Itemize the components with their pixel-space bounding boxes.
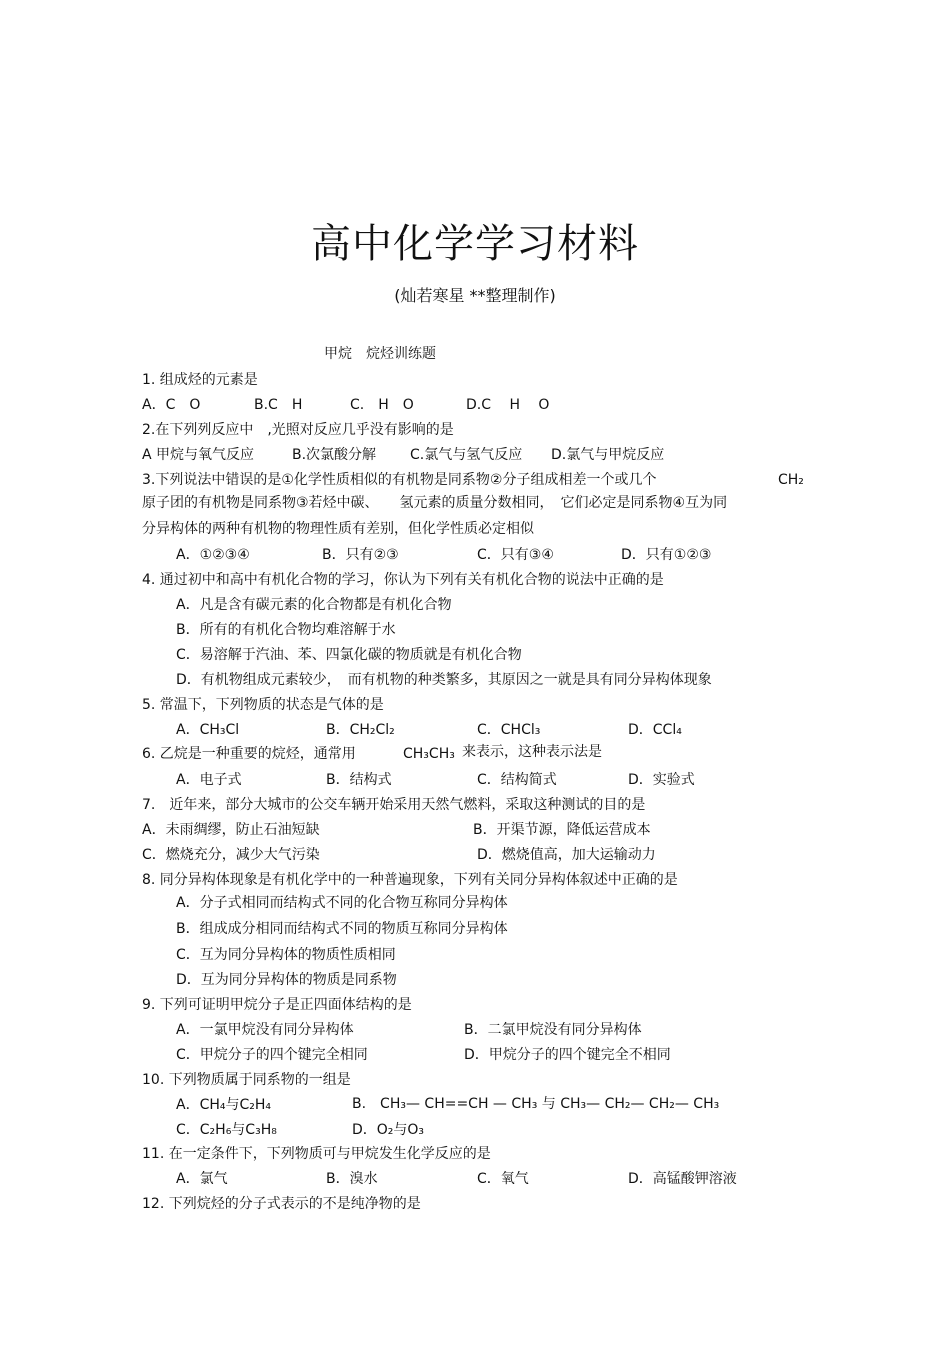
q3-line2: 原子团的有机物是同系物③若烃中碳、 氢元素的质量分数相同， 它们必定是同系物④互为同 <box>142 495 728 511</box>
section-title: 甲烷 烷烃训练题 <box>324 346 436 362</box>
q4-option-b: B．所有的有机化合物均难溶解于水 <box>176 622 396 638</box>
page-subtitle: (灿若寒星 **整理制作) <box>394 286 556 305</box>
q1-option-c: C. H O <box>350 397 414 413</box>
q4-option-c: C．易溶解于汽油、苯、四氯化碳的物质就是有机化合物 <box>176 647 522 663</box>
q4-stem: 4. 通过初中和高中有机化合物的学习，你认为下列有关有机化合物的说法中正确的是 <box>142 572 664 588</box>
q7-option-d: D．燃烧值高，加大运输动力 <box>477 847 656 863</box>
q6-option-b: B．结构式 <box>326 772 392 788</box>
q8-stem: 8. 同分异构体现象是有机化学中的一种普遍现象，下列有关同分异构体叙述中正确的是 <box>142 872 678 888</box>
q2-option-d: D.氯气与甲烷反应 <box>551 447 665 463</box>
q9-option-d: D．甲烷分子的四个键完全不相同 <box>464 1047 671 1063</box>
q10-option-d: D．O₂与O₃ <box>352 1122 425 1138</box>
q11-option-b: B．溴水 <box>326 1171 378 1187</box>
q7-stem: 7. 近年来，部分大城市的公交车辆开始采用天然气燃料，采取这种测试的目的是 <box>142 797 646 813</box>
q7-option-b: B．开渠节源，降低运营成本 <box>473 822 651 838</box>
q8-option-a: A．分子式相同而结构式不同的化合物互称同分异构体 <box>176 895 508 911</box>
q9-option-b: B．二氯甲烷没有同分异构体 <box>464 1022 642 1038</box>
q8-option-c: C．互为同分异构体的物质性质相同 <box>176 947 396 963</box>
q3-line1: 3.下列说法中错误的是①化学性质相似的有机物是同系物②分子组成相差一个或几个 <box>142 472 657 488</box>
q9-option-a: A．一氯甲烷没有同分异构体 <box>176 1022 354 1038</box>
q6-stem-a: 6. 乙烷是一种重要的烷烃，通常用 <box>142 746 356 762</box>
q11-option-a: A．氯气 <box>176 1171 228 1187</box>
q12-stem: 12. 下列烷烃的分子式表示的不是纯净物的是 <box>142 1196 421 1212</box>
q3-line3: 分异构体的两种有机物的物理性质有差别，但化学性质必定相似 <box>142 521 534 537</box>
q10-stem: 10. 下列物质属于同系物的一组是 <box>142 1072 351 1088</box>
q9-stem: 9. 下列可证明甲烷分子是正四面体结构的是 <box>142 997 412 1013</box>
q5-option-b: B．CH₂Cl₂ <box>326 722 395 738</box>
q8-option-b: B．组成成分相同而结构式不同的物质互称同分异构体 <box>176 921 508 937</box>
q4-option-a: A．凡是含有碳元素的化合物都是有机化合物 <box>176 597 452 613</box>
q2-option-a: A 甲烷与氧气反应 <box>142 447 255 463</box>
q5-option-a: A．CH₃Cl <box>176 722 240 738</box>
q2-option-b: B.次氯酸分解 <box>292 447 377 463</box>
q4-option-d: D．有机物组成元素较少， 而有机物的种类繁多，其原因之一就是具有同分异构体现象 <box>176 672 712 688</box>
q7-option-a: A．未雨绸缪，防止石油短缺 <box>142 822 320 838</box>
q8-option-d: D．互为同分异构体的物质是同系物 <box>176 972 397 988</box>
q10-option-b: B. CH₃— CH==CH — CH₃ 与 CH₃— CH₂— CH₂— CH₃ <box>352 1096 720 1112</box>
q6-option-c: C．结构简式 <box>477 772 557 788</box>
q10-option-a: A．CH₄与C₂H₄ <box>176 1097 272 1113</box>
q10-option-c: C．C₂H₆与C₃H₈ <box>176 1122 277 1138</box>
q6-formula: CH₃CH₃ <box>403 746 455 762</box>
q7-option-c: C．燃烧充分，减少大气污染 <box>142 847 320 863</box>
q3-option-d: D．只有①②③ <box>621 547 712 563</box>
q1-option-b: B.C H <box>254 397 303 413</box>
q5-stem: 5. 常温下，下列物质的状态是气体的是 <box>142 697 384 713</box>
q1-stem: 1. 组成烃的元素是 <box>142 372 258 388</box>
q11-option-d: D．高锰酸钾溶液 <box>628 1171 737 1187</box>
q5-option-d: D．CCl₄ <box>628 722 682 738</box>
q6-option-d: D．实验式 <box>628 772 695 788</box>
q11-stem: 11. 在一定条件下，下列物质可与甲烷发生化学反应的是 <box>142 1146 491 1162</box>
q3-option-b: B．只有②③ <box>322 547 399 563</box>
q3-option-c: C．只有③④ <box>477 547 554 563</box>
q2-stem: 2.在下列列反应中 ,光照对反应几乎没有影响的是 <box>142 422 454 438</box>
q9-option-c: C．甲烷分子的四个键完全相同 <box>176 1047 368 1063</box>
q1-option-d: D.C H O <box>466 397 550 413</box>
q11-option-c: C．氧气 <box>477 1171 529 1187</box>
q6-stem-b: 来表示，这种表示法是 <box>462 744 602 760</box>
page-title: 高中化学学习材料 <box>311 221 639 267</box>
q3-ch2: CH₂ <box>778 472 804 488</box>
q5-option-c: C．CHCl₃ <box>477 722 541 738</box>
q2-option-c: C.氯气与氢气反应 <box>410 447 523 463</box>
q3-option-a: A．①②③④ <box>176 547 250 563</box>
q1-option-a: A．C O <box>142 397 201 413</box>
q6-option-a: A．电子式 <box>176 772 242 788</box>
